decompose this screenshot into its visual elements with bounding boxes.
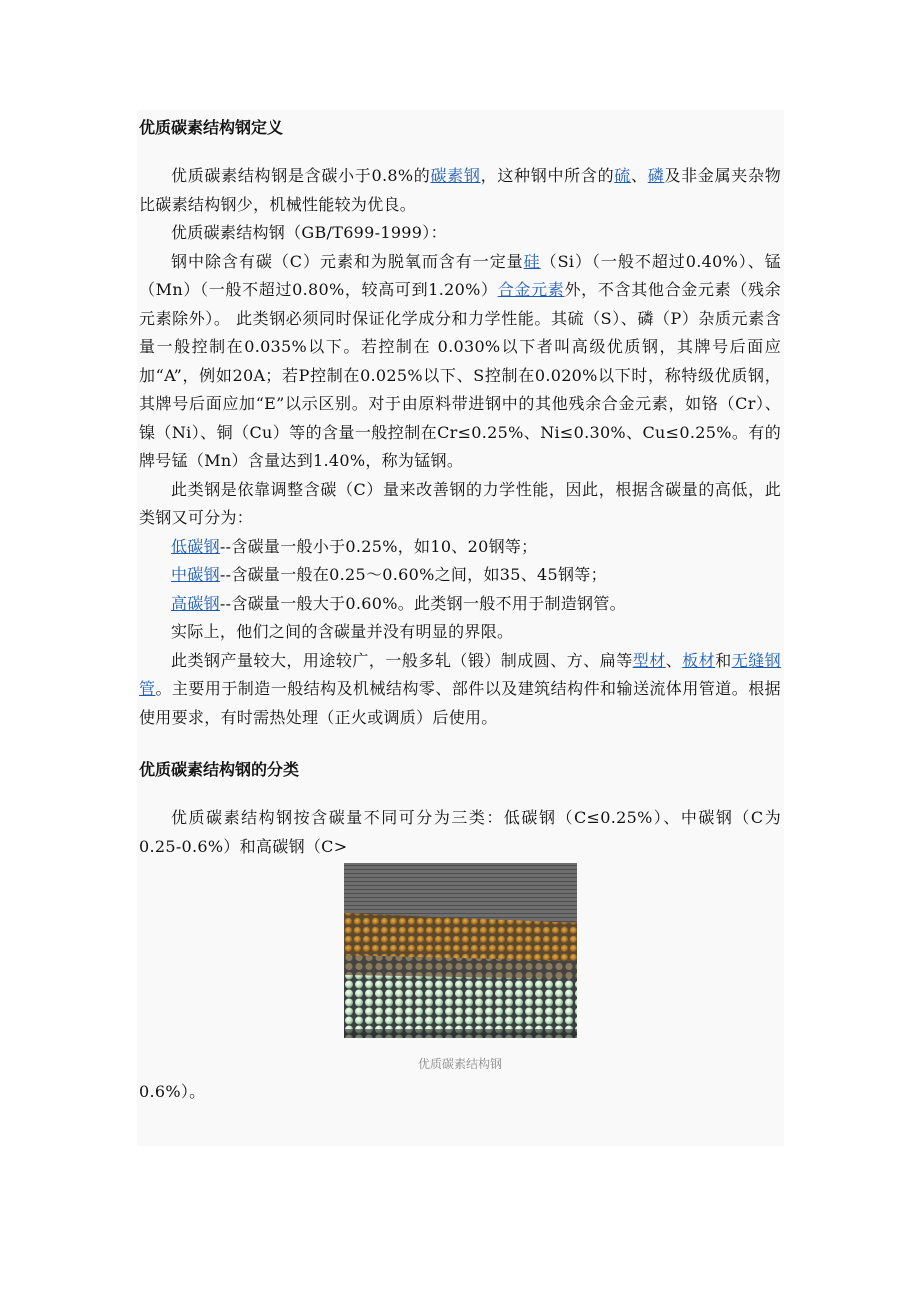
paragraph-standard: 优质碳素结构钢（GB/T699-1999）：: [171, 223, 447, 242]
paragraph-definition: 优质碳素结构钢是含碳小于0.8%的碳素钢，这种钢中所含的硫、磷及非金属夹杂物比碳素结构钢少，机械性能较为优良。: [139, 166, 781, 214]
paragraph-low-carbon: 低碳钢--含碳量一般小于0.25%，如10、20钢等；: [171, 536, 538, 556]
steel-bars-photo: [344, 863, 577, 1038]
article: [139, 112, 781, 1107]
section-title-definition: 优质碳素结构钢定义: [139, 118, 284, 137]
link-high-carbon-steel[interactable]: 高碳钢: [171, 593, 220, 613]
link-medium-carbon-steel[interactable]: 中碳钢: [171, 565, 220, 584]
figure: [139, 863, 781, 1074]
paragraph-boundary: 实际上，他们之间的含碳量并没有明显的界限。: [171, 622, 514, 641]
paragraph-composition: 钢中除含有碳（C）元素和为脱氧而含有一定量硅（Si）（一般不超过0.40%）、锰（Mn）（一般不超过0.80%，较高可到1.20%）合金元素外，不含其他合金元素（残余元素除外）。 此类钢必须同时保证化学成分和力学性能。其硫（S）、磷（P）杂质元素含量一般控制在0.035%以下。若控制在 0.030%以下者叫高级优质钢，其牌号后面应加“A”，例如20A；若P控制在0.025%以下、S控制在0.020%以下时，称特级优质钢，其牌号后面应加“E”以示区别。对于由原料带进钢中的其他残余合金元素，如铬（Cr）、镍（Ni）、铜（Cu）等的含量一般控制在Cr≤0.25%、Ni≤0.30%、Cu≤0.25%。有的牌号锰（Mn）含量达到1.40%，称为锰钢。: [139, 251, 782, 470]
paragraph-medium-carbon: 中碳钢--含碳量一般在0.25～0.60%之间，如35、45钢等；: [171, 565, 607, 584]
link-profile[interactable]: 型材: [632, 650, 666, 670]
link-silicon[interactable]: 硅: [523, 251, 541, 271]
paragraph-classification-intro: 此类钢是依靠调整含碳（C）量来改善钢的力学性能，因此，根据含碳量的高低，此类钢又可分为：: [139, 479, 781, 527]
section-title-classification: 优质碳素结构钢的分类: [139, 760, 300, 779]
paragraph-usage: 此类钢产量较大，用途较广，一般多轧（锻）制成圆、方、扁等型材、板材和无缝钢管。主要用于制造一般结构及机械结构零、部件以及建筑结构件和输送流体用管道。根据使用要求，有时需热处理（正火或调质）后使用。: [139, 650, 781, 727]
paragraph-high-carbon: 高碳钢--含碳量一般大于0.60%。此类钢一般不用于制造钢管。: [171, 593, 626, 613]
link-alloy-elements[interactable]: 合金元素: [497, 280, 565, 299]
link-seamless-pipe[interactable]: 无缝钢管: [139, 650, 781, 698]
paragraph-three-types: 优质碳素结构钢按含碳量不同可分为三类：低碳钢（C≤0.25%）、中碳钢（C为0.25-0.6%）和高碳钢（C>: [139, 808, 781, 856]
link-plate[interactable]: 板材: [682, 650, 716, 670]
link-phosphorus[interactable]: 磷: [647, 166, 665, 185]
figure-caption: 优质碳素结构钢: [417, 1057, 502, 1071]
link-carbon-steel[interactable]: 碳素钢: [430, 166, 481, 185]
link-sulfur[interactable]: 硫: [614, 166, 631, 185]
link-low-carbon-steel[interactable]: 低碳钢: [171, 536, 220, 556]
paragraph-continued: 0.6%）。: [139, 1082, 206, 1101]
